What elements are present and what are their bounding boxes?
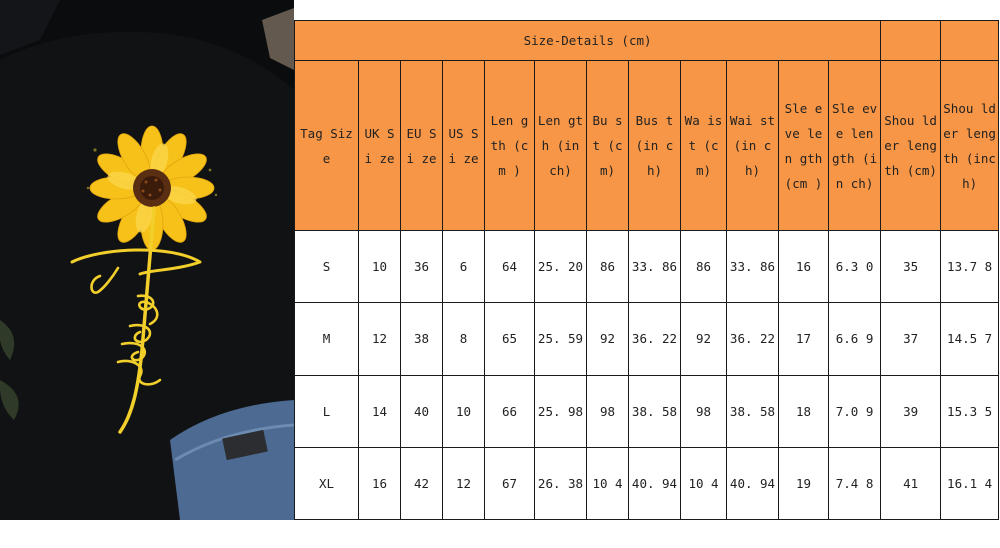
sunflower-tshirt-image: [0, 0, 294, 520]
table-cell: 66: [485, 375, 535, 447]
table-cell: 17: [779, 303, 829, 375]
table-cell: 38: [401, 303, 443, 375]
table-cell: 10: [443, 375, 485, 447]
table-cell: 65: [485, 303, 535, 375]
table-cell: 13.7 8: [941, 231, 999, 303]
product-photo: [0, 0, 294, 520]
table-cell: 67: [485, 447, 535, 519]
table-cell: 92: [681, 303, 727, 375]
column-header: Wa is t (c m): [681, 61, 727, 231]
table-cell: S: [295, 231, 359, 303]
table-cell: 25. 59: [535, 303, 587, 375]
column-header: Bus t (in ch): [629, 61, 681, 231]
table-cell: 16: [359, 447, 401, 519]
table-cell: 33. 86: [727, 231, 779, 303]
table-cell: 16.1 4: [941, 447, 999, 519]
table-cell: 6: [443, 231, 485, 303]
table-cell: 33. 86: [629, 231, 681, 303]
table-cell: 12: [443, 447, 485, 519]
table-cell: 25. 98: [535, 375, 587, 447]
table-cell: 6.3 0: [829, 231, 881, 303]
table-cell: L: [295, 375, 359, 447]
table-cell: 37: [881, 303, 941, 375]
table-row: [295, 447, 999, 519]
column-header: Bu st (c m): [587, 61, 629, 231]
table-cell: 42: [401, 447, 443, 519]
table-cell: 8: [443, 303, 485, 375]
column-header: US Si ze: [443, 61, 485, 231]
table-row: [295, 303, 999, 375]
table-row: [295, 375, 999, 447]
column-header: EU Si ze: [401, 61, 443, 231]
column-header: Sle eve len gth (in ch): [829, 61, 881, 231]
table-cell: 10: [359, 231, 401, 303]
column-header: Wai st (in ch): [727, 61, 779, 231]
table-cell: 7.0 9: [829, 375, 881, 447]
table-cell: 10 4: [681, 447, 727, 519]
table-cell: 36. 22: [629, 303, 681, 375]
table-cell: 14: [359, 375, 401, 447]
table-cell: 38. 58: [629, 375, 681, 447]
table-cell: XL: [295, 447, 359, 519]
table-cell: 38. 58: [727, 375, 779, 447]
table-cell: 40. 94: [629, 447, 681, 519]
table-cell: 41: [881, 447, 941, 519]
table-cell: 19: [779, 447, 829, 519]
table-title: Size-Details (cm): [295, 21, 881, 61]
column-header: UK Si ze: [359, 61, 401, 231]
table-cell: 36: [401, 231, 443, 303]
column-header: Shou lder leng th (inc h): [941, 61, 999, 231]
table-cell: 7.4 8: [829, 447, 881, 519]
header-row: [295, 61, 999, 231]
title-spacer-cell: [941, 21, 999, 61]
table-cell: 12: [359, 303, 401, 375]
table-cell: 36. 22: [727, 303, 779, 375]
table-cell: 92: [587, 303, 629, 375]
table-row: [295, 231, 999, 303]
table-cell: 10 4: [587, 447, 629, 519]
table-cell: 15.3 5: [941, 375, 999, 447]
table-cell: 35: [881, 231, 941, 303]
table-cell: 18: [779, 375, 829, 447]
title-spacer-cell: [881, 21, 941, 61]
table-cell: 98: [587, 375, 629, 447]
table-cell: 25. 20: [535, 231, 587, 303]
table-cell: 40: [401, 375, 443, 447]
table-cell: M: [295, 303, 359, 375]
table-cell: 14.5 7: [941, 303, 999, 375]
table-cell: 86: [587, 231, 629, 303]
column-header: Len gth (in ch): [535, 61, 587, 231]
table-cell: 40. 94: [727, 447, 779, 519]
table-cell: 26. 38: [535, 447, 587, 519]
column-header: Shou lder leng th (cm): [881, 61, 941, 231]
table-cell: 16: [779, 231, 829, 303]
column-header: Tag Size: [295, 61, 359, 231]
column-header: Len gth (cm ): [485, 61, 535, 231]
table-cell: 98: [681, 375, 727, 447]
column-header: Sle eve len gth (cm ): [779, 61, 829, 231]
table-cell: 64: [485, 231, 535, 303]
table-cell: 86: [681, 231, 727, 303]
size-details-table: [294, 20, 999, 520]
table-cell: 39: [881, 375, 941, 447]
table-cell: 6.6 9: [829, 303, 881, 375]
